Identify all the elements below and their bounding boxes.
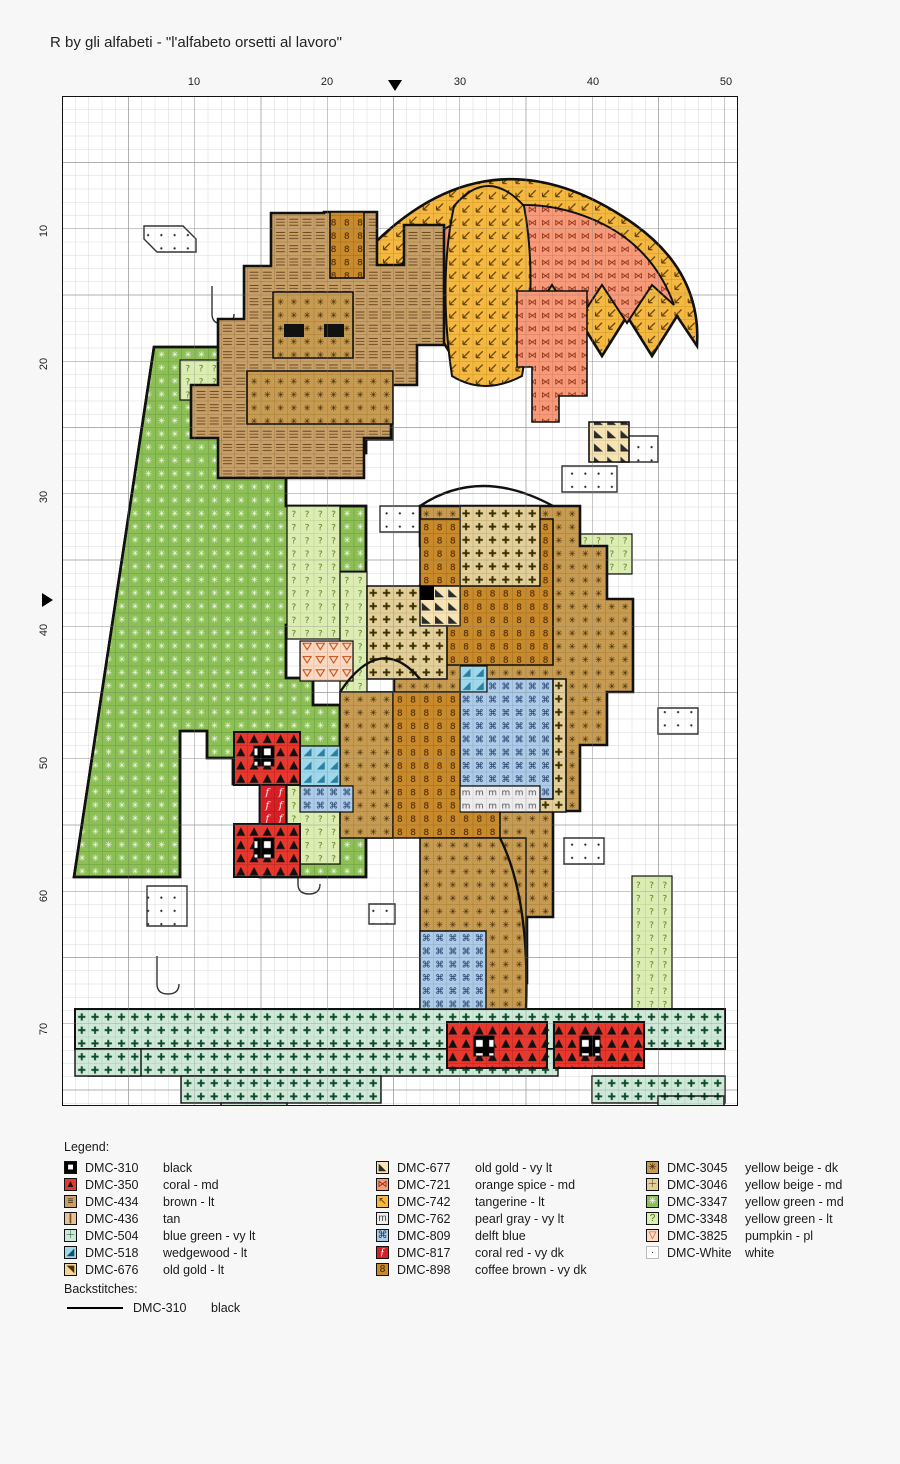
legend-swatch-dmc-817: ƒ — [376, 1246, 389, 1259]
legend-row — [376, 1193, 646, 1210]
legend-swatch-dmc-504: ＋ — [65, 1230, 76, 1241]
center-marker-left-icon — [42, 593, 53, 607]
chart-top-tick: 50 — [719, 76, 733, 88]
legend-column-1 — [64, 1159, 376, 1278]
legend-row — [376, 1159, 646, 1176]
legend-name: yellow green - md — [745, 1194, 844, 1209]
cross-stitch-chart — [38, 76, 738, 1106]
legend-row — [64, 1227, 376, 1244]
legend-name: yellow green - lt — [745, 1211, 833, 1226]
chart-left-tick: 70 — [38, 1022, 51, 1036]
legend-code: DMC-898 — [397, 1262, 451, 1277]
chart-left-tick: 30 — [38, 490, 51, 504]
legend-code: DMC-310 — [85, 1160, 139, 1175]
legend-swatch-dmc-3348: ? — [646, 1212, 659, 1225]
legend-code: DMC-742 — [397, 1194, 451, 1209]
legend-code: DMC-White — [667, 1245, 732, 1260]
legend-row — [376, 1244, 646, 1261]
chart-left-tick: 20 — [38, 357, 51, 371]
legend-code: DMC-676 — [85, 1262, 139, 1277]
legend-row — [64, 1193, 376, 1210]
center-marker-top-icon — [388, 80, 402, 91]
legend-swatch-dmc-3825: ▽ — [646, 1229, 659, 1242]
legend-code: DMC-809 — [397, 1228, 451, 1243]
legend-column-3 — [646, 1159, 854, 1278]
legend-name: coral - md — [163, 1177, 219, 1192]
legend-row — [646, 1176, 854, 1193]
legend-row — [646, 1210, 854, 1227]
legend-code: DMC-3825 — [667, 1228, 728, 1243]
legend-name: coral red - vy dk — [475, 1245, 564, 1260]
legend-name: blue green - vy lt — [163, 1228, 256, 1243]
legend-swatch-dmc-677: ◣ — [376, 1161, 389, 1174]
legend-name: pumpkin - pl — [745, 1228, 814, 1243]
chart-left-tick: 60 — [38, 889, 51, 903]
legend-swatch-dmc-3347: ✳ — [646, 1195, 659, 1208]
legend-row — [64, 1210, 376, 1227]
backstitch-line-icon — [67, 1307, 123, 1309]
backstitch-code: DMC-310 — [133, 1301, 187, 1315]
legend-row — [646, 1159, 854, 1176]
legend-name: yellow beige - dk — [745, 1160, 839, 1175]
legend-code: DMC-762 — [397, 1211, 451, 1226]
legend-name: old gold - lt — [163, 1262, 225, 1277]
legend-swatch-dmc-518: ◢ — [64, 1246, 77, 1259]
legend-row — [376, 1176, 646, 1193]
legend-code: DMC-817 — [397, 1245, 451, 1260]
legend-swatch-dmc-434: ≡ — [64, 1195, 77, 1208]
backstitch-heading: Backstitches: — [64, 1282, 138, 1296]
legend-name: yellow beige - md — [745, 1177, 843, 1192]
legend-name: orange spice - md — [475, 1177, 576, 1192]
legend-row — [64, 1159, 376, 1176]
chart-left-tick: 10 — [38, 224, 51, 238]
legend-row — [376, 1227, 646, 1244]
legend-name: coffee brown - vy dk — [475, 1262, 587, 1277]
legend-column-2 — [376, 1159, 646, 1278]
legend-swatch-dmc-350: ▲ — [65, 1179, 76, 1190]
legend-row — [64, 1244, 376, 1261]
legend-code: DMC-350 — [85, 1177, 139, 1192]
legend-swatch-dmc-310: ■ — [64, 1161, 77, 1174]
legend-name: tangerine - lt — [475, 1194, 545, 1209]
backstitch-name: black — [211, 1301, 241, 1315]
legend-code: DMC-677 — [397, 1160, 451, 1175]
legend-code: DMC-3348 — [667, 1211, 728, 1226]
legend-heading: Legend: — [64, 1140, 110, 1154]
legend-swatch-dmc-721: ⋈ — [377, 1179, 388, 1190]
backstitch-row — [64, 1299, 854, 1317]
legend-name: wedgewood - lt — [163, 1245, 248, 1260]
legend — [64, 1140, 854, 1317]
legend-swatch-dmc-3045: ✳ — [646, 1161, 659, 1174]
legend-row — [646, 1193, 854, 1210]
legend-row — [646, 1227, 854, 1244]
legend-row — [376, 1261, 646, 1278]
legend-swatch-dmc-3046: ＋ — [647, 1179, 658, 1190]
legend-code: DMC-434 — [85, 1194, 139, 1209]
legend-swatch-dmc-809: ⌘ — [377, 1230, 388, 1241]
legend-name: pearl gray - vy lt — [475, 1211, 564, 1226]
legend-name: old gold - vy lt — [475, 1160, 553, 1175]
legend-row — [646, 1244, 854, 1261]
legend-code: DMC-504 — [85, 1228, 139, 1243]
legend-name: brown - lt — [163, 1194, 215, 1209]
legend-name: tan — [163, 1211, 181, 1226]
legend-row — [64, 1261, 376, 1278]
legend-code: DMC-3045 — [667, 1160, 728, 1175]
chart-top-tick: 10 — [187, 76, 201, 88]
legend-swatch-dmc-436: ❙ — [64, 1212, 77, 1225]
page-title: R by gli alfabeti - "l'alfabeto orsetti al lavoro" — [50, 34, 342, 51]
legend-swatch-dmc-898: 8 — [376, 1263, 389, 1276]
legend-row — [376, 1210, 646, 1227]
legend-row — [64, 1176, 376, 1193]
legend-swatch-dmc-762: m — [376, 1212, 389, 1225]
legend-name: black — [163, 1160, 193, 1175]
legend-code: DMC-518 — [85, 1245, 139, 1260]
legend-code: DMC-721 — [397, 1177, 451, 1192]
legend-name: delft blue — [475, 1228, 526, 1243]
chart-left-tick: 50 — [38, 756, 51, 770]
chart-top-tick: 30 — [453, 76, 467, 88]
chart-grid — [62, 96, 738, 1106]
legend-swatch-dmc-white: · — [646, 1246, 659, 1259]
chart-top-tick: 40 — [586, 76, 600, 88]
legend-code: DMC-436 — [85, 1211, 139, 1226]
chart-left-tick: 40 — [38, 623, 51, 637]
legend-name: white — [745, 1245, 775, 1260]
legend-swatch-dmc-676: ◥ — [64, 1263, 77, 1276]
legend-code: DMC-3046 — [667, 1177, 728, 1192]
legend-code: DMC-3347 — [667, 1194, 728, 1209]
legend-swatch-dmc-742: ↖ — [376, 1195, 389, 1208]
chart-top-tick: 20 — [320, 76, 334, 88]
